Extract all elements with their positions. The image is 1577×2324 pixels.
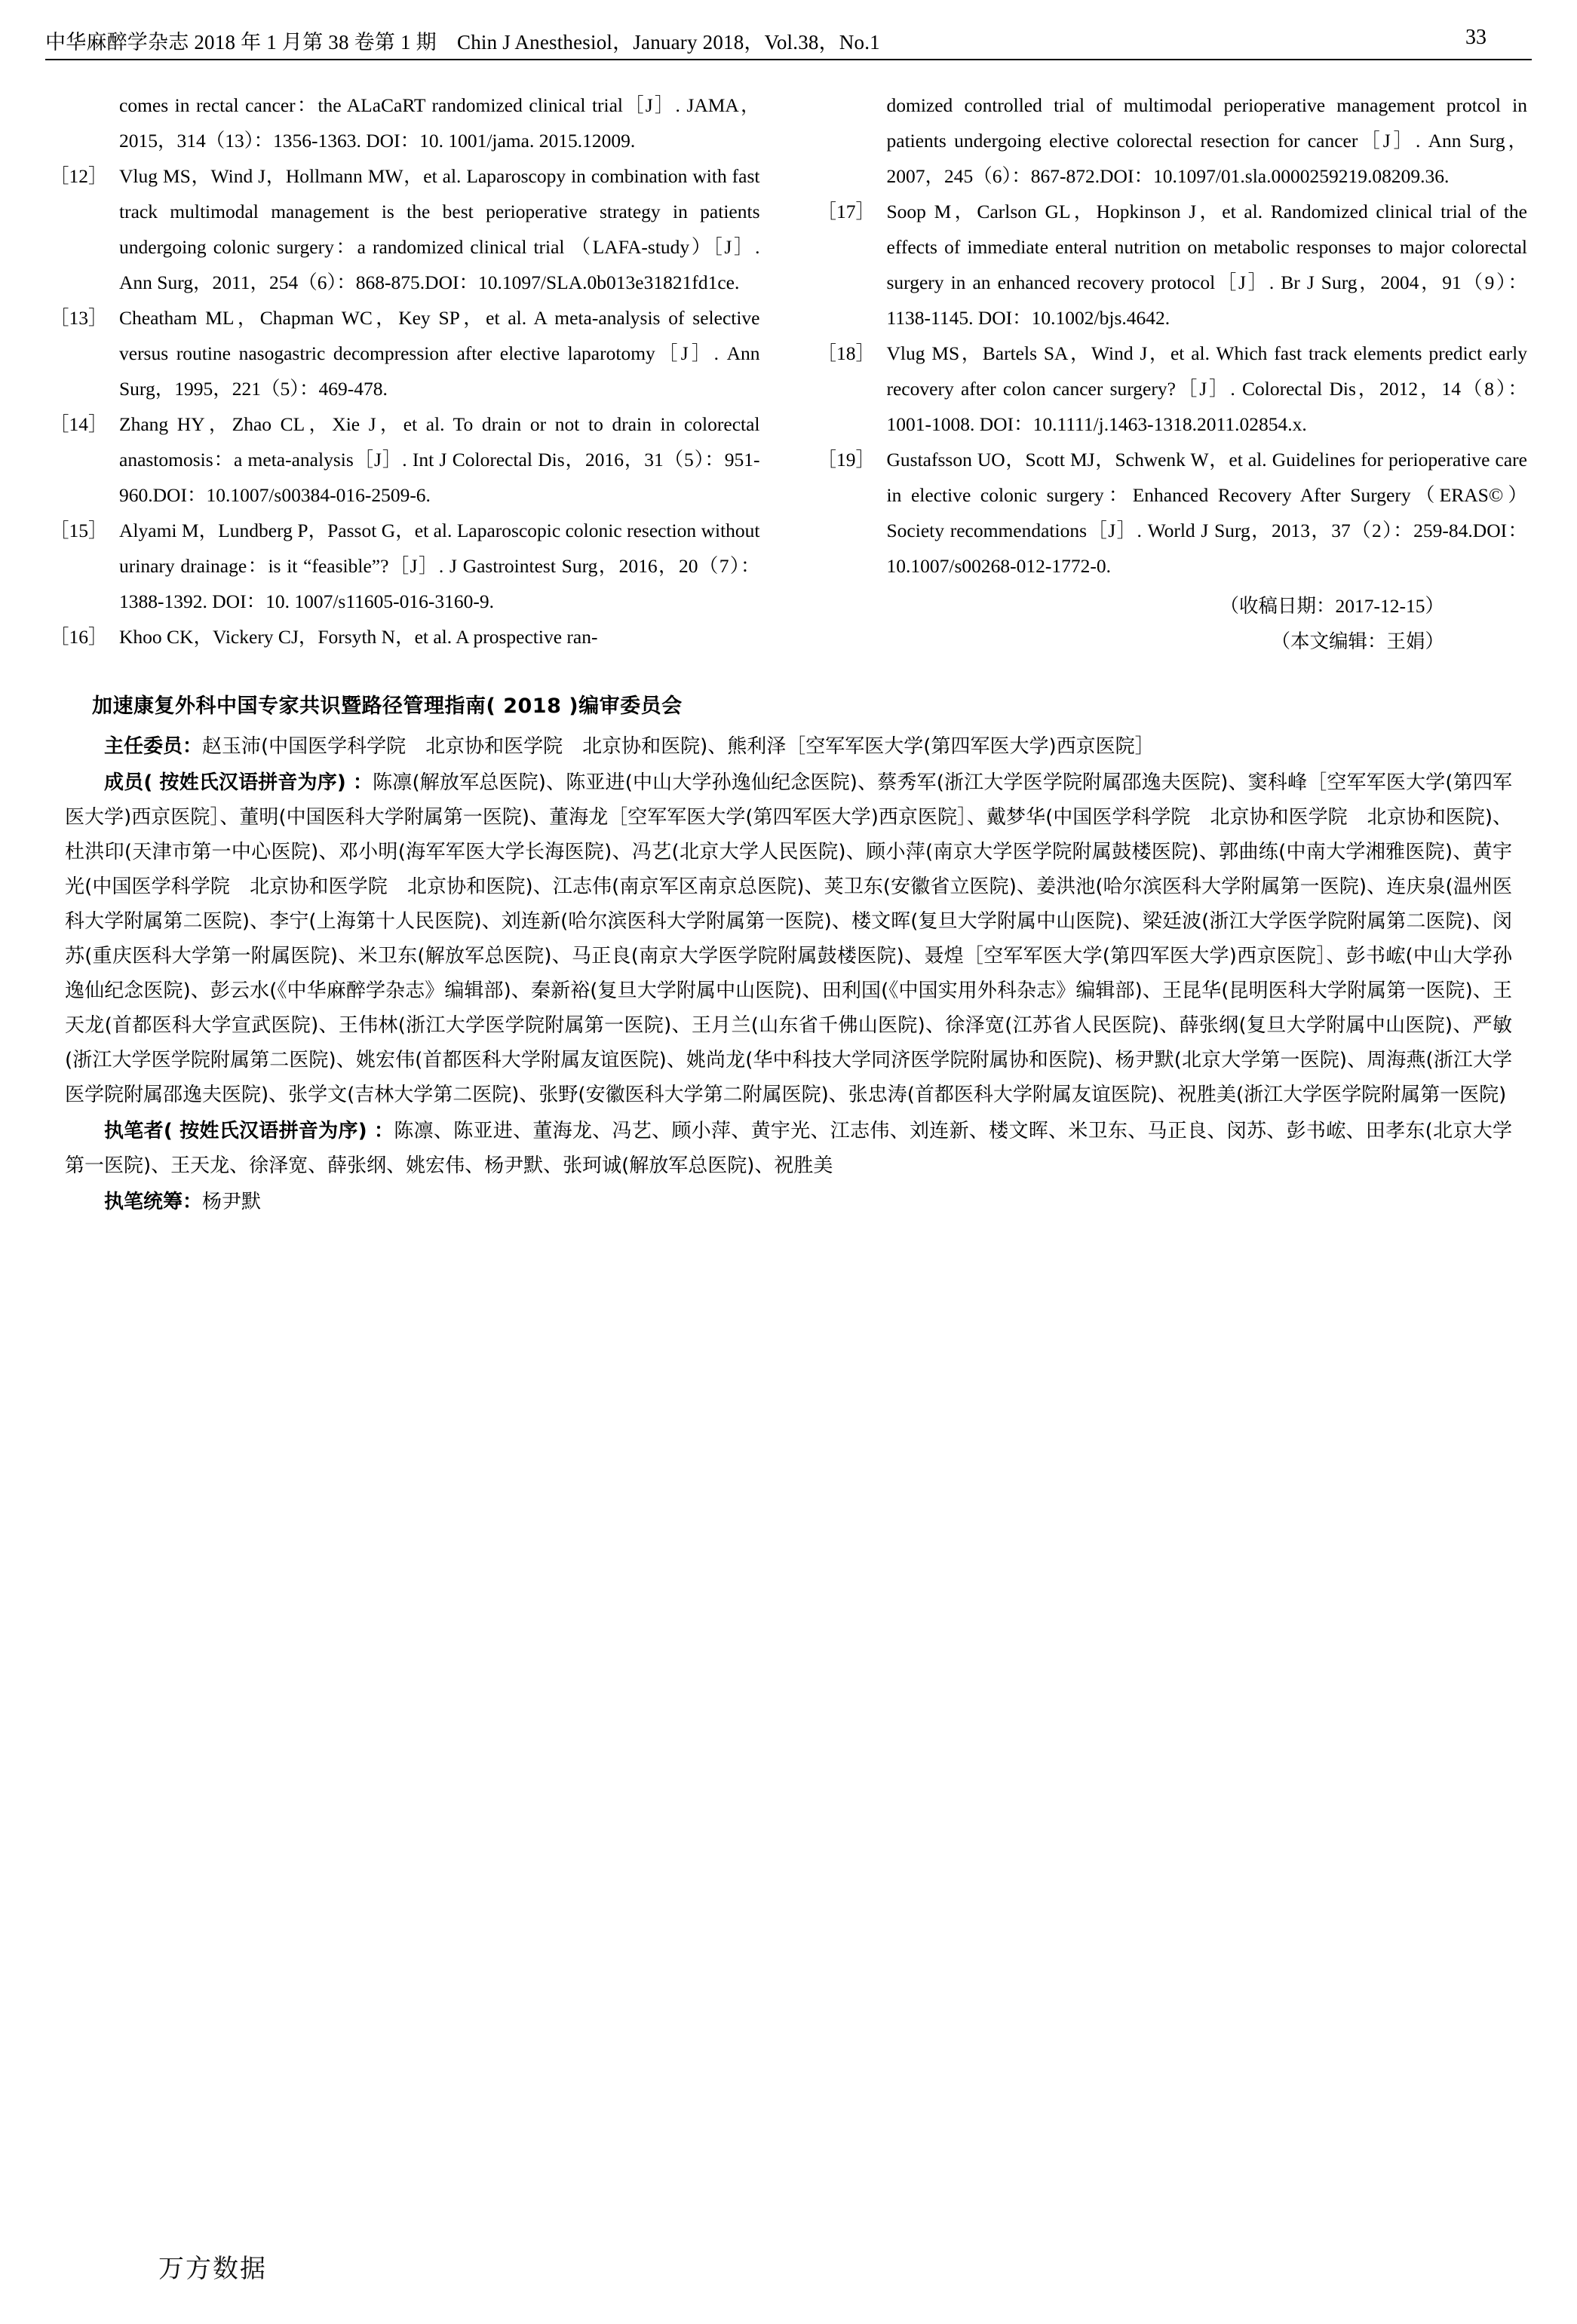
reference-number: ［18］ [817, 342, 876, 364]
reference-column-right [818, 87, 1528, 659]
committee-coordinator-label: 执笔统筹： [104, 1191, 203, 1213]
committee-members-block [65, 765, 1512, 1112]
committee-members-names: 陈凛(解放军总医院)、陈亚进(中山大学孙逸仙纪念医院)、蔡秀军(浙江大学医学院附属邵逸夫医院)、窦科峰［空军军医大学(第四军医大学)西京医院］、董明(中国医科大学附属第一医院)、董海龙［空军军医大学(第四军医大学)西京医院］、戴梦华(中国医学科学院 北京协和医学院 北京协和医院)、杜洪印(天津市第一中心医院)、邓小明(海军军医大学长海医院)、冯艺(北京大学人民医院)、顾小萍(南京大学医学院附属鼓楼医院)、郭曲练(中南大学湘雅医院)、黄宇光(中国医学科学院 北京协和医学院 北京协和医院)、江志伟(南京军区南京总医院)、荚卫东(安徽省立医院)、姜洪池(哈尔滨医科大学附属第一医院)、连庆泉(温州医科大学附属第二医院)、李宁(上海第十人民医院)、刘连新(哈尔滨医科大学附属第一医院)、楼文晖(复旦大学附属中山医院)、梁廷波(浙江大学医学院附属第二医院)、闵苏(重庆医科大学第一附属医院)、米卫东(解放军总医院)、马正良(南京大学医学院附属鼓楼医院)、聂煌［空军军医大学(第四军医大学)西京医院］、彭书峵(中山大学孙逸仙纪念医院)、彭云水(《中华麻醉学杂志》编辑部)、秦新裕(复旦大学附属中山医院)、田利国(《中国实用外科杂志》编辑部)、王昆华(昆明医科大学附属第一医院)、王天龙(首都医科大学宣武医院)、王伟林(浙江大学医学院附属第一医院)、王月兰(山东省千佛山医院)、徐泽宽(江苏省人民医院)、薛张纲(复旦大学附属中山医院)、严敏(浙江大学医学院附属第二医院)、姚宏伟(首都医科大学附属友谊医院)、姚尚龙(华中科技大学同济医学院附属协和医院)、杨尹默(北京大学第一医院)、周海燕(浙江大学医学院附属邵逸夫医院)、张学文(吉林大学第二医院)、张野(安徽医科大学第二附属医院)、张忠涛(首都医科大学附属友谊医院)、祝胜美(浙江大学医学院附属第一医院) [65, 771, 1512, 1106]
reference-number: ［19］ [817, 449, 876, 471]
reference-text: Zhang HY，Zhao CL，Xie J，et al. To drain or not to drain in colorectal anastomosis：a meta-analysis［J］. Int J Colorectal Dis，2016，31（5）：951-960.DOI：10.1007/s00384-016-2509-6. [119, 413, 760, 506]
reference-number: ［16］ [50, 626, 108, 648]
committee-writers-block [65, 1114, 1512, 1183]
committee-chair-label: 主任委员： [104, 735, 203, 758]
reference-item [818, 194, 1528, 336]
committee-title: 加速康复外科中国专家共识暨路径管理指南( 2018 )编审委员会 [92, 694, 683, 718]
reference-number: ［17］ [817, 201, 876, 222]
committee-section [65, 689, 1512, 1219]
header-divider [45, 59, 1532, 60]
reference-text: Vlug MS，Wind J，Hollmann MW，et al. Laparoscopy in combination with fast track multimodal management is the best perioperative strategy in patients undergoing colonic surgery：a randomized clinical trial （LAFA-study）［J］. Ann Surg，2011，254（6）：868-875.DOI：10.1097/SLA.0b013e31821fd1ce. [119, 165, 760, 293]
reference-number: ［15］ [50, 520, 108, 541]
reference-item [50, 158, 760, 300]
reference-text: comes in rectal cancer：the ALaCaRT randomized clinical trial［J］. JAMA，2015，314（13）：1356-1363. DOI：10. 1001/jama. 2015.12009. [119, 94, 760, 152]
closing-block [867, 588, 1478, 659]
reference-text: Soop M，Carlson GL，Hopkinson J，et al. Randomized clinical trial of the effects of immediate enteral nutrition on metabolic responses to major colorectal surgery in an enhanced recovery protocol［J］. Br J Surg，2004，91（9）：1138-1145. DOI：10.1002/bjs.4642. [886, 201, 1527, 329]
reference-text: Khoo CK，Vickery CJ，Forsyth N，et al. A prospective ran- [119, 626, 598, 648]
running-head-journal-info: 中华麻醉学杂志 2018 年 1 月第 38 卷第 1 期 Chin J Anesthesiol，January 2018，Vol.38，No.1 [45, 31, 880, 54]
reference-item [818, 442, 1528, 584]
committee-writers-names: 陈凛、陈亚进、董海龙、冯艺、顾小萍、黄宇光、江志伟、刘连新、楼文晖、米卫东、马正良、闵苏、彭书峵、田孝东(北京大学第一医院)、王天龙、徐泽宽、薛张纲、姚宏伟、杨尹默、张珂诚(解放军总医院)、祝胜美 [65, 1120, 1512, 1177]
editor-note: （本文编辑：王娟） [1271, 630, 1444, 652]
reference-text: Cheatham ML，Chapman WC，Key SP，et al. A meta-analysis of selective versus routine nasogastric decompression after elective laparotomy［J］. Ann Surg，1995，221（5）：469-478. [119, 307, 760, 400]
committee-chair-names: 赵玉沛(中国医学科学院 北京协和医学院 北京协和医院)、熊利泽［空军军医大学(第四军医大学)西京医院］ [202, 735, 1155, 758]
reference-item [50, 406, 760, 513]
reference-text: Vlug MS，Bartels SA，Wind J，et al. Which fast track elements predict early recovery after colon cancer surgery?［J］. Colorectal Dis，2012，14（8）：1001-1008. DOI：10.1111/j.1463-1318.2011.02854.x. [886, 342, 1527, 435]
committee-coordinator-block [65, 1185, 1512, 1219]
reference-item [50, 513, 760, 619]
reference-column-left [50, 87, 760, 659]
reference-item [50, 87, 760, 158]
reference-columns [50, 87, 1527, 659]
reference-item [818, 87, 1528, 194]
reference-item [50, 300, 760, 406]
committee-coordinator-name: 杨尹默 [202, 1191, 262, 1213]
running-head [45, 26, 1532, 68]
reference-text: Gustafsson UO，Scott MJ，Schwenk W，et al. Guidelines for perioperative care in elective colonic surgery：Enhanced Recovery After Surgery（ERAS©）Society recommendations［J］. World J Surg，2013，37（2）：259-84.DOI：10.1007/s00268-012-1772-0. [886, 449, 1527, 577]
reference-number: ［14］ [50, 413, 108, 435]
journal-page [0, 26, 1577, 2324]
committee-members-label: 成员( 按姓氏汉语拼音为序) ： [104, 771, 373, 794]
received-date: （收稿日期：2017-12-15） [1220, 595, 1444, 617]
reference-item [818, 336, 1528, 442]
reference-item [50, 619, 760, 655]
wanfang-watermark: 万方数据 [158, 2254, 267, 2284]
reference-text: domized controlled trial of multimodal perioperative management protcol in patients undergoing elective colorectal resection for cancer［J］. Ann Surg，2007，245（6）：867-872.DOI：10.1097/01.sla.0000259219.08209.36. [886, 94, 1527, 187]
committee-chair-block [65, 729, 1512, 764]
committee-writers-label: 执笔者( 按姓氏汉语拼音为序) ： [104, 1120, 394, 1142]
reference-number: ［13］ [50, 307, 108, 329]
reference-text: Alyami M，Lundberg P，Passot G，et al. Laparoscopic colonic resection without urinary drainage：is it “feasible”?［J］. J Gastrointest Surg，2016，20（7）：1388-1392. DOI：10. 1007/s11605-016-3160-9. [119, 520, 760, 612]
reference-number: ［12］ [50, 165, 108, 187]
page-number: 33 [1465, 26, 1486, 49]
